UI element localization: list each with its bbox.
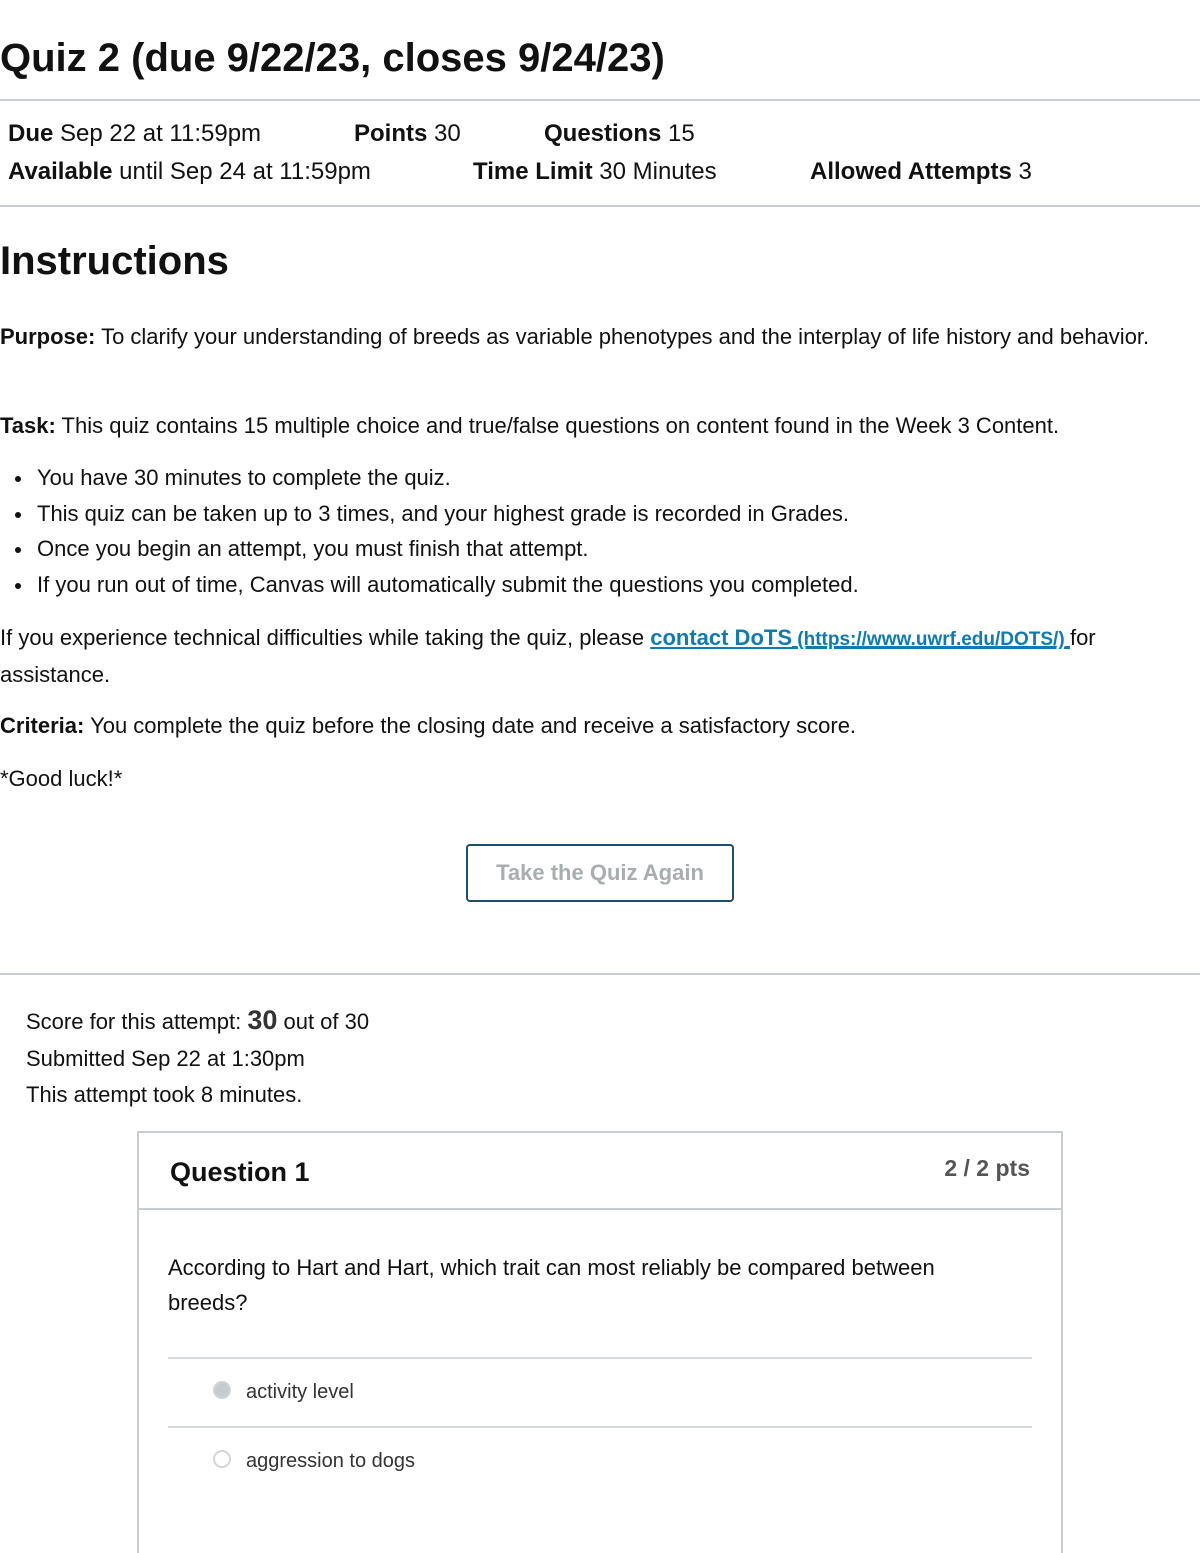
answer-divider — [168, 1357, 1032, 1359]
due-date: Due Sep 22 at 11:59pm — [8, 120, 262, 147]
good-luck-text: *Good luck!* — [0, 766, 123, 791]
available-until: Available until Sep 24 at 11:59pm — [8, 158, 371, 185]
radio-unselected-icon[interactable] — [213, 1450, 231, 1468]
attempt-divider — [0, 973, 1200, 975]
task-paragraph: Task: This quiz contains 15 multiple choice and true/false questions on content found in the Week 3 Content. — [0, 413, 1060, 438]
attempt-duration: This attempt took 8 minutes. — [26, 1082, 303, 1107]
list-item: Once you begin an attempt, you must finish that attempt. — [0, 531, 859, 567]
attempt-submitted: Submitted Sep 22 at 1:30pm — [26, 1046, 305, 1071]
meta-divider — [0, 205, 1200, 207]
points-total: Points 30 — [354, 120, 461, 147]
list-item: If you run out of time, Canvas will automatically submit the questions you completed. — [0, 567, 859, 603]
attempt-score: Score for this attempt: 30 out of 30 — [26, 1005, 370, 1035]
header-divider — [0, 99, 1200, 101]
question-card — [137, 1131, 1063, 1553]
instructions-heading: Instructions — [0, 239, 229, 283]
list-item: You have 30 minutes to complete the quiz. — [0, 460, 859, 496]
score-value: 30 — [247, 1005, 278, 1035]
answer-label: activity level — [246, 1381, 354, 1403]
question-points: 2 / 2 pts — [944, 1155, 1030, 1181]
question-count: Questions 15 — [544, 120, 695, 147]
allowed-attempts: Allowed Attempts 3 — [810, 158, 1032, 185]
question-text: According to Hart and Hart, which trait can most reliably be compared between breeds? — [168, 1255, 935, 1315]
instruction-bullets — [0, 460, 859, 602]
support-paragraph: If you experience technical difficulties while taking the quiz, please contact DoTS (https://www.uwrf.edu/DOTS/) for assistance. — [0, 625, 1096, 687]
question-header — [139, 1133, 1061, 1210]
question-title: Question 1 — [170, 1157, 310, 1187]
list-item: This quiz can be taken up to 3 times, and your highest grade is recorded in Grades. — [0, 496, 859, 532]
page-title: Quiz 2 (due 9/22/23, closes 9/24/23) — [0, 36, 665, 80]
time-limit: Time Limit 30 Minutes — [473, 158, 717, 185]
take-quiz-again-button[interactable]: Take the Quiz Again — [466, 844, 734, 902]
criteria-paragraph: Criteria: You complete the quiz before the closing date and receive a satisfactory score. — [0, 713, 857, 738]
answer-label: aggression to dogs — [246, 1450, 416, 1472]
purpose-paragraph: Purpose: To clarify your understanding of breeds as variable phenotypes and the interplay of life history and behavior. — [0, 324, 1150, 349]
contact-dots-link[interactable]: contact DoTS (https://www.uwrf.edu/DOTS/) — [650, 625, 1070, 650]
answer-divider — [168, 1426, 1032, 1428]
radio-selected-icon[interactable] — [213, 1381, 231, 1399]
